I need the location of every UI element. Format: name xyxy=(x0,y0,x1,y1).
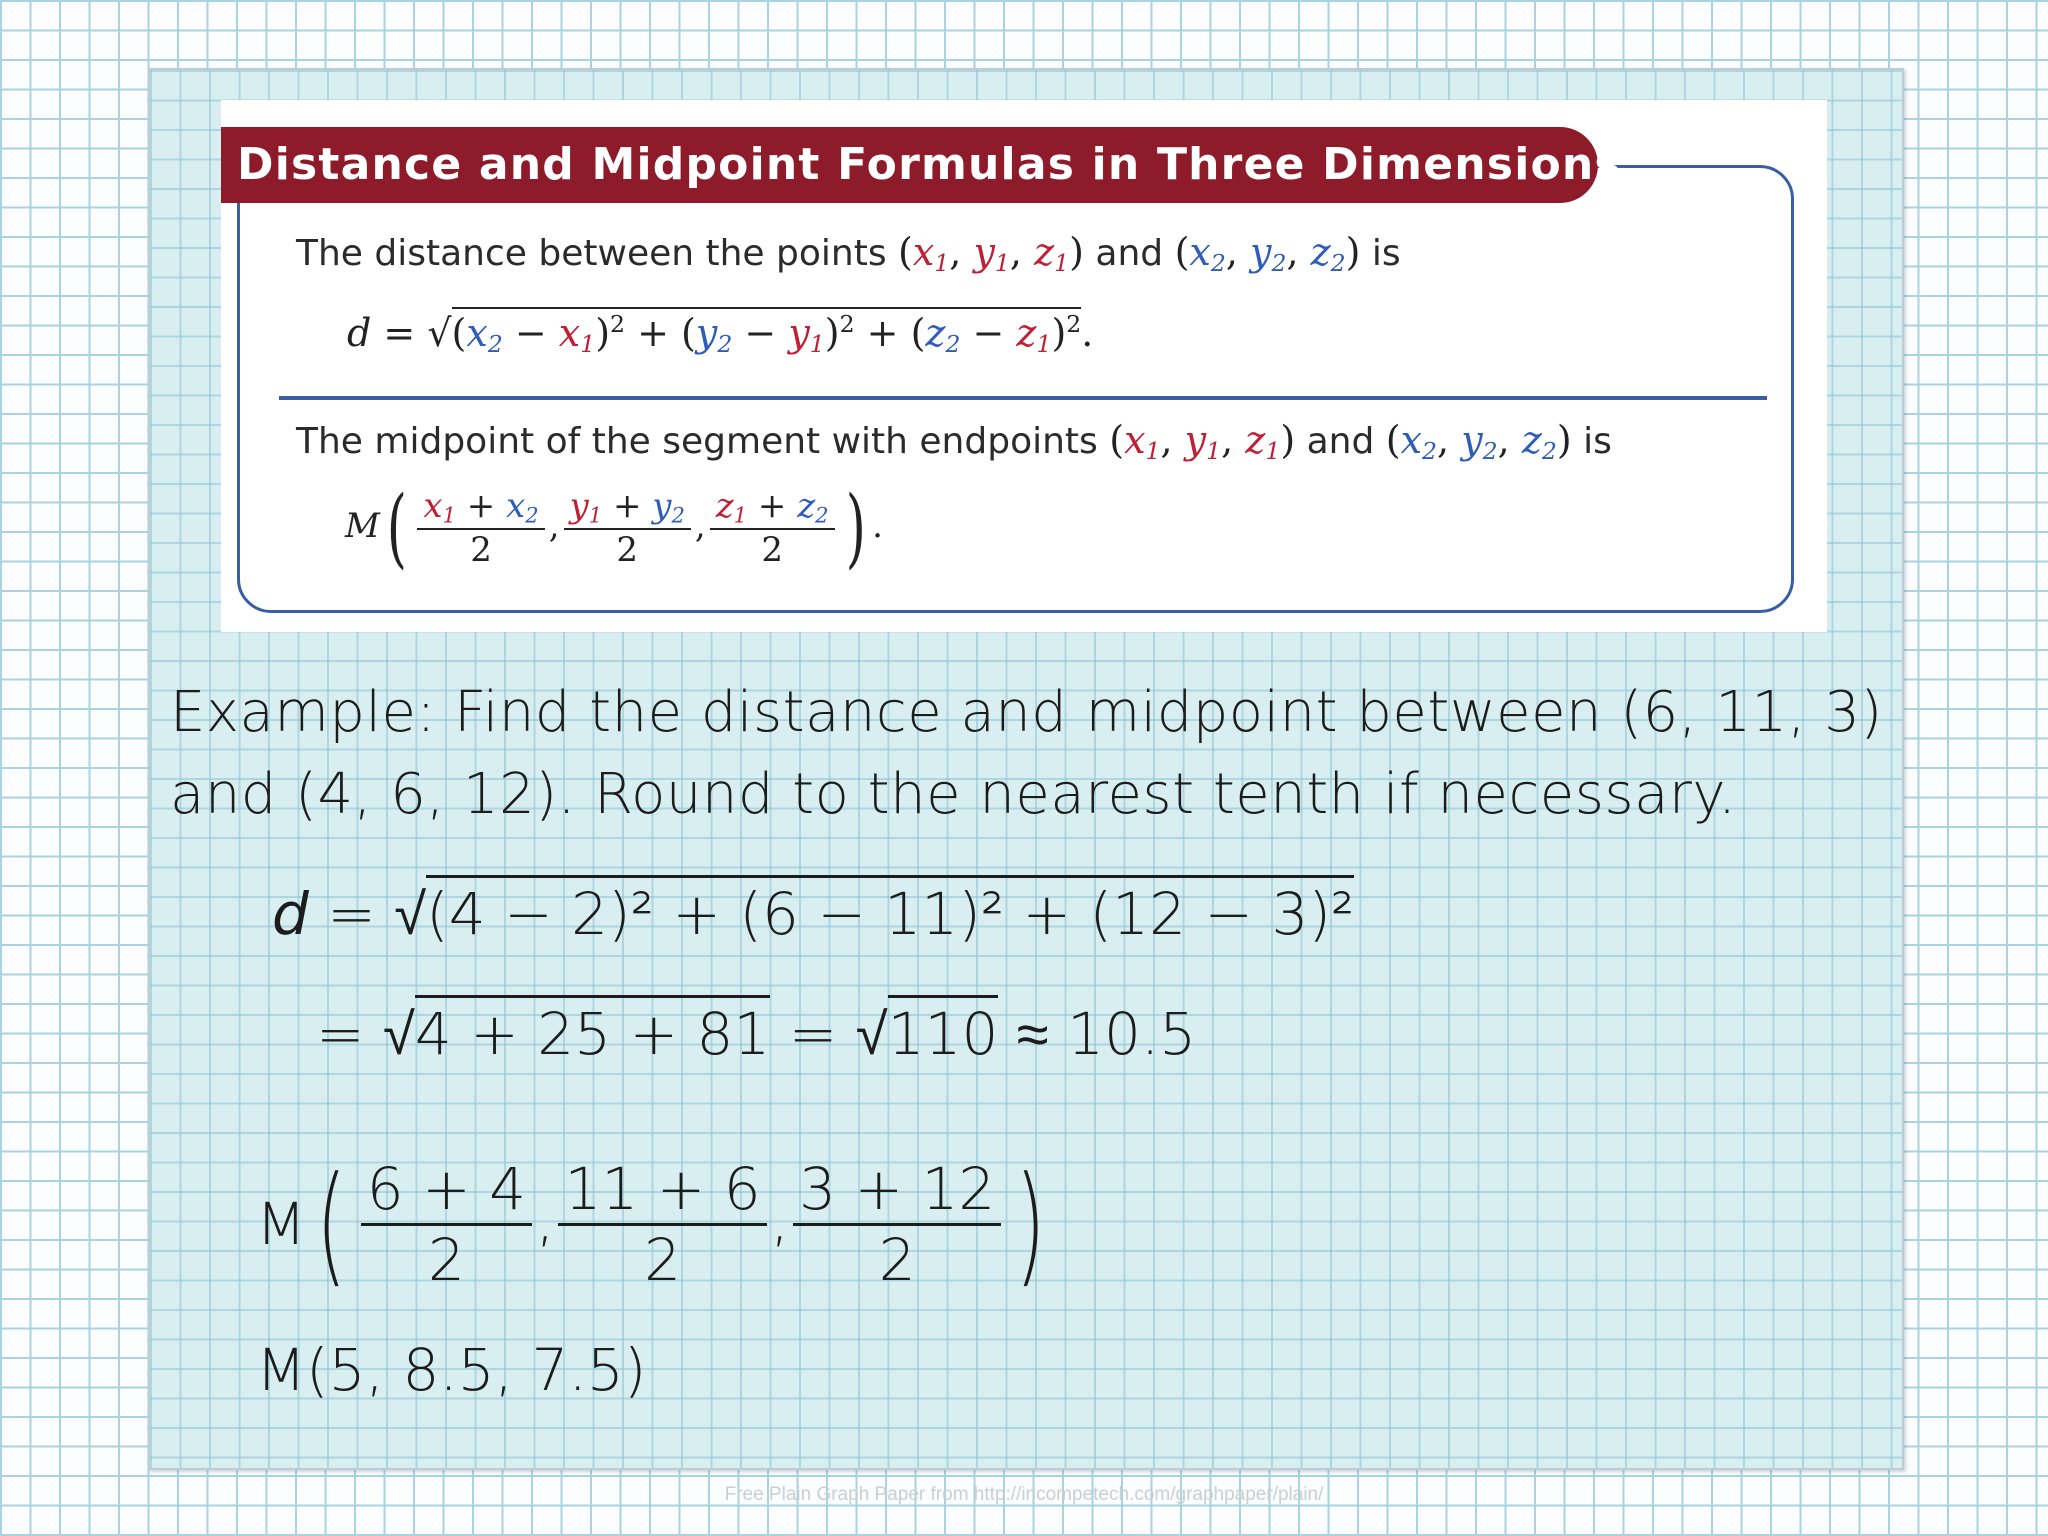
radicand-110: 110 xyxy=(888,995,999,1068)
distance-radicand: (4 − 2)² + (6 − 11)² + (12 − 3)² xyxy=(426,875,1354,948)
example-problem xyxy=(170,672,1883,836)
distance-formula: $d = √(x_2 - x_1)^2 + (y_2 - y_1)^2 + (z_2 - z_1)^2$. xyxy=(347,310,1093,358)
frac1-denominator: 2 xyxy=(427,1225,465,1294)
frac3-denominator: 2 xyxy=(878,1225,916,1294)
sum-radicand: 4 + 25 + 81 xyxy=(415,995,770,1068)
frac1-numerator: 6 + 4 xyxy=(361,1155,532,1226)
midpoint-formula: M( $\frac{x_1 + x_2}{2}$ , $\frac{y_1 + y_2}{2}$ , $\frac{z_1 + z_2}{2}$ ) . xyxy=(345,478,883,578)
midpoint-result: M(5, 8.5, 7.5) xyxy=(256,1336,647,1404)
point-two: ($x_2$, $y_2$, $z_2$) xyxy=(1174,230,1361,277)
example-line-2: and (4, 6, 12). Round to the nearest tenth if necessary. xyxy=(170,762,1737,827)
and-word: and xyxy=(1095,233,1164,274)
point-one: ($x_1$, $y_1$, $z_1$) xyxy=(898,230,1084,277)
example-line-1: Example: Find the distance and midpoint between (6, 11, 3) xyxy=(170,680,1883,745)
midpoint-work-line-1: M( $\frac{6 + 4}{2}$ , $\frac{11 + 6}{2}$ , $\frac{3 + 12}{2}$ ) xyxy=(256,1148,1046,1300)
frac2-numerator: 11 + 6 xyxy=(558,1155,766,1226)
endpoint-one: ($x_1$, $y_1$, $z_1$) xyxy=(1109,418,1296,465)
formula-box xyxy=(221,100,1827,632)
is-word-2: is xyxy=(1583,421,1612,462)
distance-intro xyxy=(296,230,1401,277)
midpoint-intro xyxy=(296,418,1612,465)
distance-work-line-1: d = √(4 − 2)² + (6 − 11)² + (12 − 3)² xyxy=(272,880,1354,948)
is-word: is xyxy=(1371,233,1401,274)
distance-work-line-2: = √4 + 25 + 81 = √110 ≈ 10.5 xyxy=(316,1000,1196,1068)
frac3-numerator: 3 + 12 xyxy=(793,1155,1001,1226)
distance-intro-text: The distance between the points xyxy=(296,233,887,274)
and-word-2: and xyxy=(1306,421,1375,462)
distance-variable: d xyxy=(272,880,309,948)
midpoint-label: M xyxy=(256,1190,307,1258)
graph-paper-credit: Free Plain Graph Paper from http://incompetech.com/graphpaper/plain/ xyxy=(724,1484,1324,1505)
formula-box-title: Distance and Midpoint Formulas in Three Dimensions xyxy=(221,127,1598,203)
midpoint-intro-text: The midpoint of the segment with endpoints xyxy=(296,421,1098,462)
formula-divider xyxy=(279,396,1767,400)
frac2-denominator: 2 xyxy=(644,1225,682,1294)
approx-result: ≈ 10.5 xyxy=(1016,1000,1197,1068)
endpoint-two: ($x_2$, $y_2$, $z_2$) xyxy=(1385,418,1572,465)
